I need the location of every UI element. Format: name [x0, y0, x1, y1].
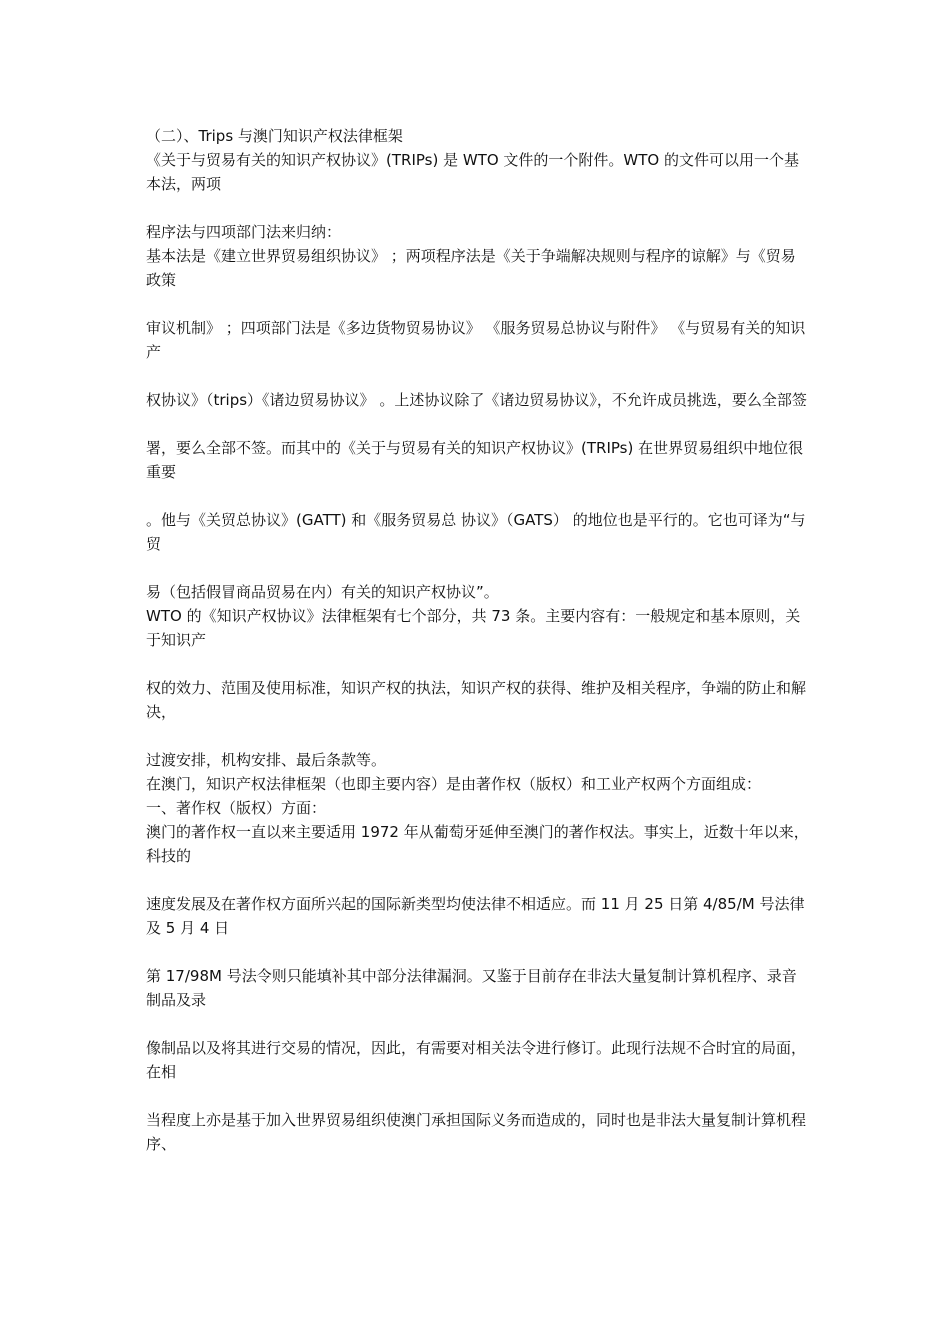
- paragraph-13: 一、著作权（版权）方面：: [146, 799, 327, 817]
- paragraph-11: 过渡安排，机构安排、最后条款等。: [146, 751, 387, 769]
- paragraph-4: 审议机制》 ；四项部门法是《多边货物贸易协议》 《服务贸易总协议与附件》 《与贸易有关的知识产: [146, 319, 806, 361]
- paragraph-8: 易（包括假冒商品贸易在内）有关的知识产权协议”。: [146, 583, 499, 601]
- document-body: [146, 124, 810, 1156]
- paragraph-16: 第 17/98M 号法令则只能填补其中部分法律漏洞。又鉴于目前存在非法大量复制计算机程序、录音制品及录: [146, 967, 797, 1009]
- paragraph-5: 权协议》（trips）《诸边贸易协议》 。上述协议除了《诸边贸易协议》，不允许成员挑选，要么全部签: [146, 391, 807, 409]
- paragraph-1: 《关于与贸易有关的知识产权协议》(TRIPs) 是 WTO 文件的一个附件。WTO 的文件可以用一个基本法，两项: [146, 151, 799, 193]
- paragraph-15: 速度发展及在著作权方面所兴起的国际新类型均使法律不相适应。而 11 月 25 日第 4/85/M 号法律及 5 月 4 日: [146, 895, 805, 937]
- paragraph-9: WTO 的《知识产权协议》法律框架有七个部分，共 73 条。主要内容有：一般规定和基本原则，关于知识产: [146, 607, 801, 649]
- paragraph-2: 程序法与四项部门法来归纳：: [146, 223, 342, 241]
- paragraph-7: 。他与《关贸总协议》(GATT) 和《服务贸易总 协议》（GATS） 的地位也是平行的。它也可译为“与贸: [146, 511, 806, 553]
- paragraph-3: 基本法是《建立世界贸易组织协议》 ；两项程序法是《关于争端解决规则与程序的谅解》与《贸易政策: [146, 247, 796, 289]
- paragraph-17: 像制品以及将其进行交易的情况，因此，有需要对相关法令进行修订。此现行法规不合时宜的局面，在相: [146, 1039, 807, 1081]
- paragraph-10: 权的效力、范围及使用标准，知识产权的执法，知识产权的获得、维护及相关程序，争端的防止和解决，: [146, 679, 807, 721]
- paragraph-18: 当程度上亦是基于加入世界贸易组织使澳门承担国际义务而造成的，同时也是非法大量复制计算机程序、: [146, 1111, 807, 1153]
- paragraph-12: 在澳门，知识产权法律框架（也即主要内容）是由著作权（版权）和工业产权两个方面组成：: [146, 775, 762, 793]
- paragraph-14: 澳门的著作权一直以来主要适用 1972 年从葡萄牙延伸至澳门的著作权法。事实上，近数十年以来，科技的: [146, 823, 809, 865]
- paragraph-6: 署，要么全部不签。而其中的《关于与贸易有关的知识产权协议》(TRIPs) 在世界贸易组织中地位很重要: [146, 439, 804, 481]
- section-heading: （二）、Trips 与澳门知识产权法律框架: [146, 127, 403, 145]
